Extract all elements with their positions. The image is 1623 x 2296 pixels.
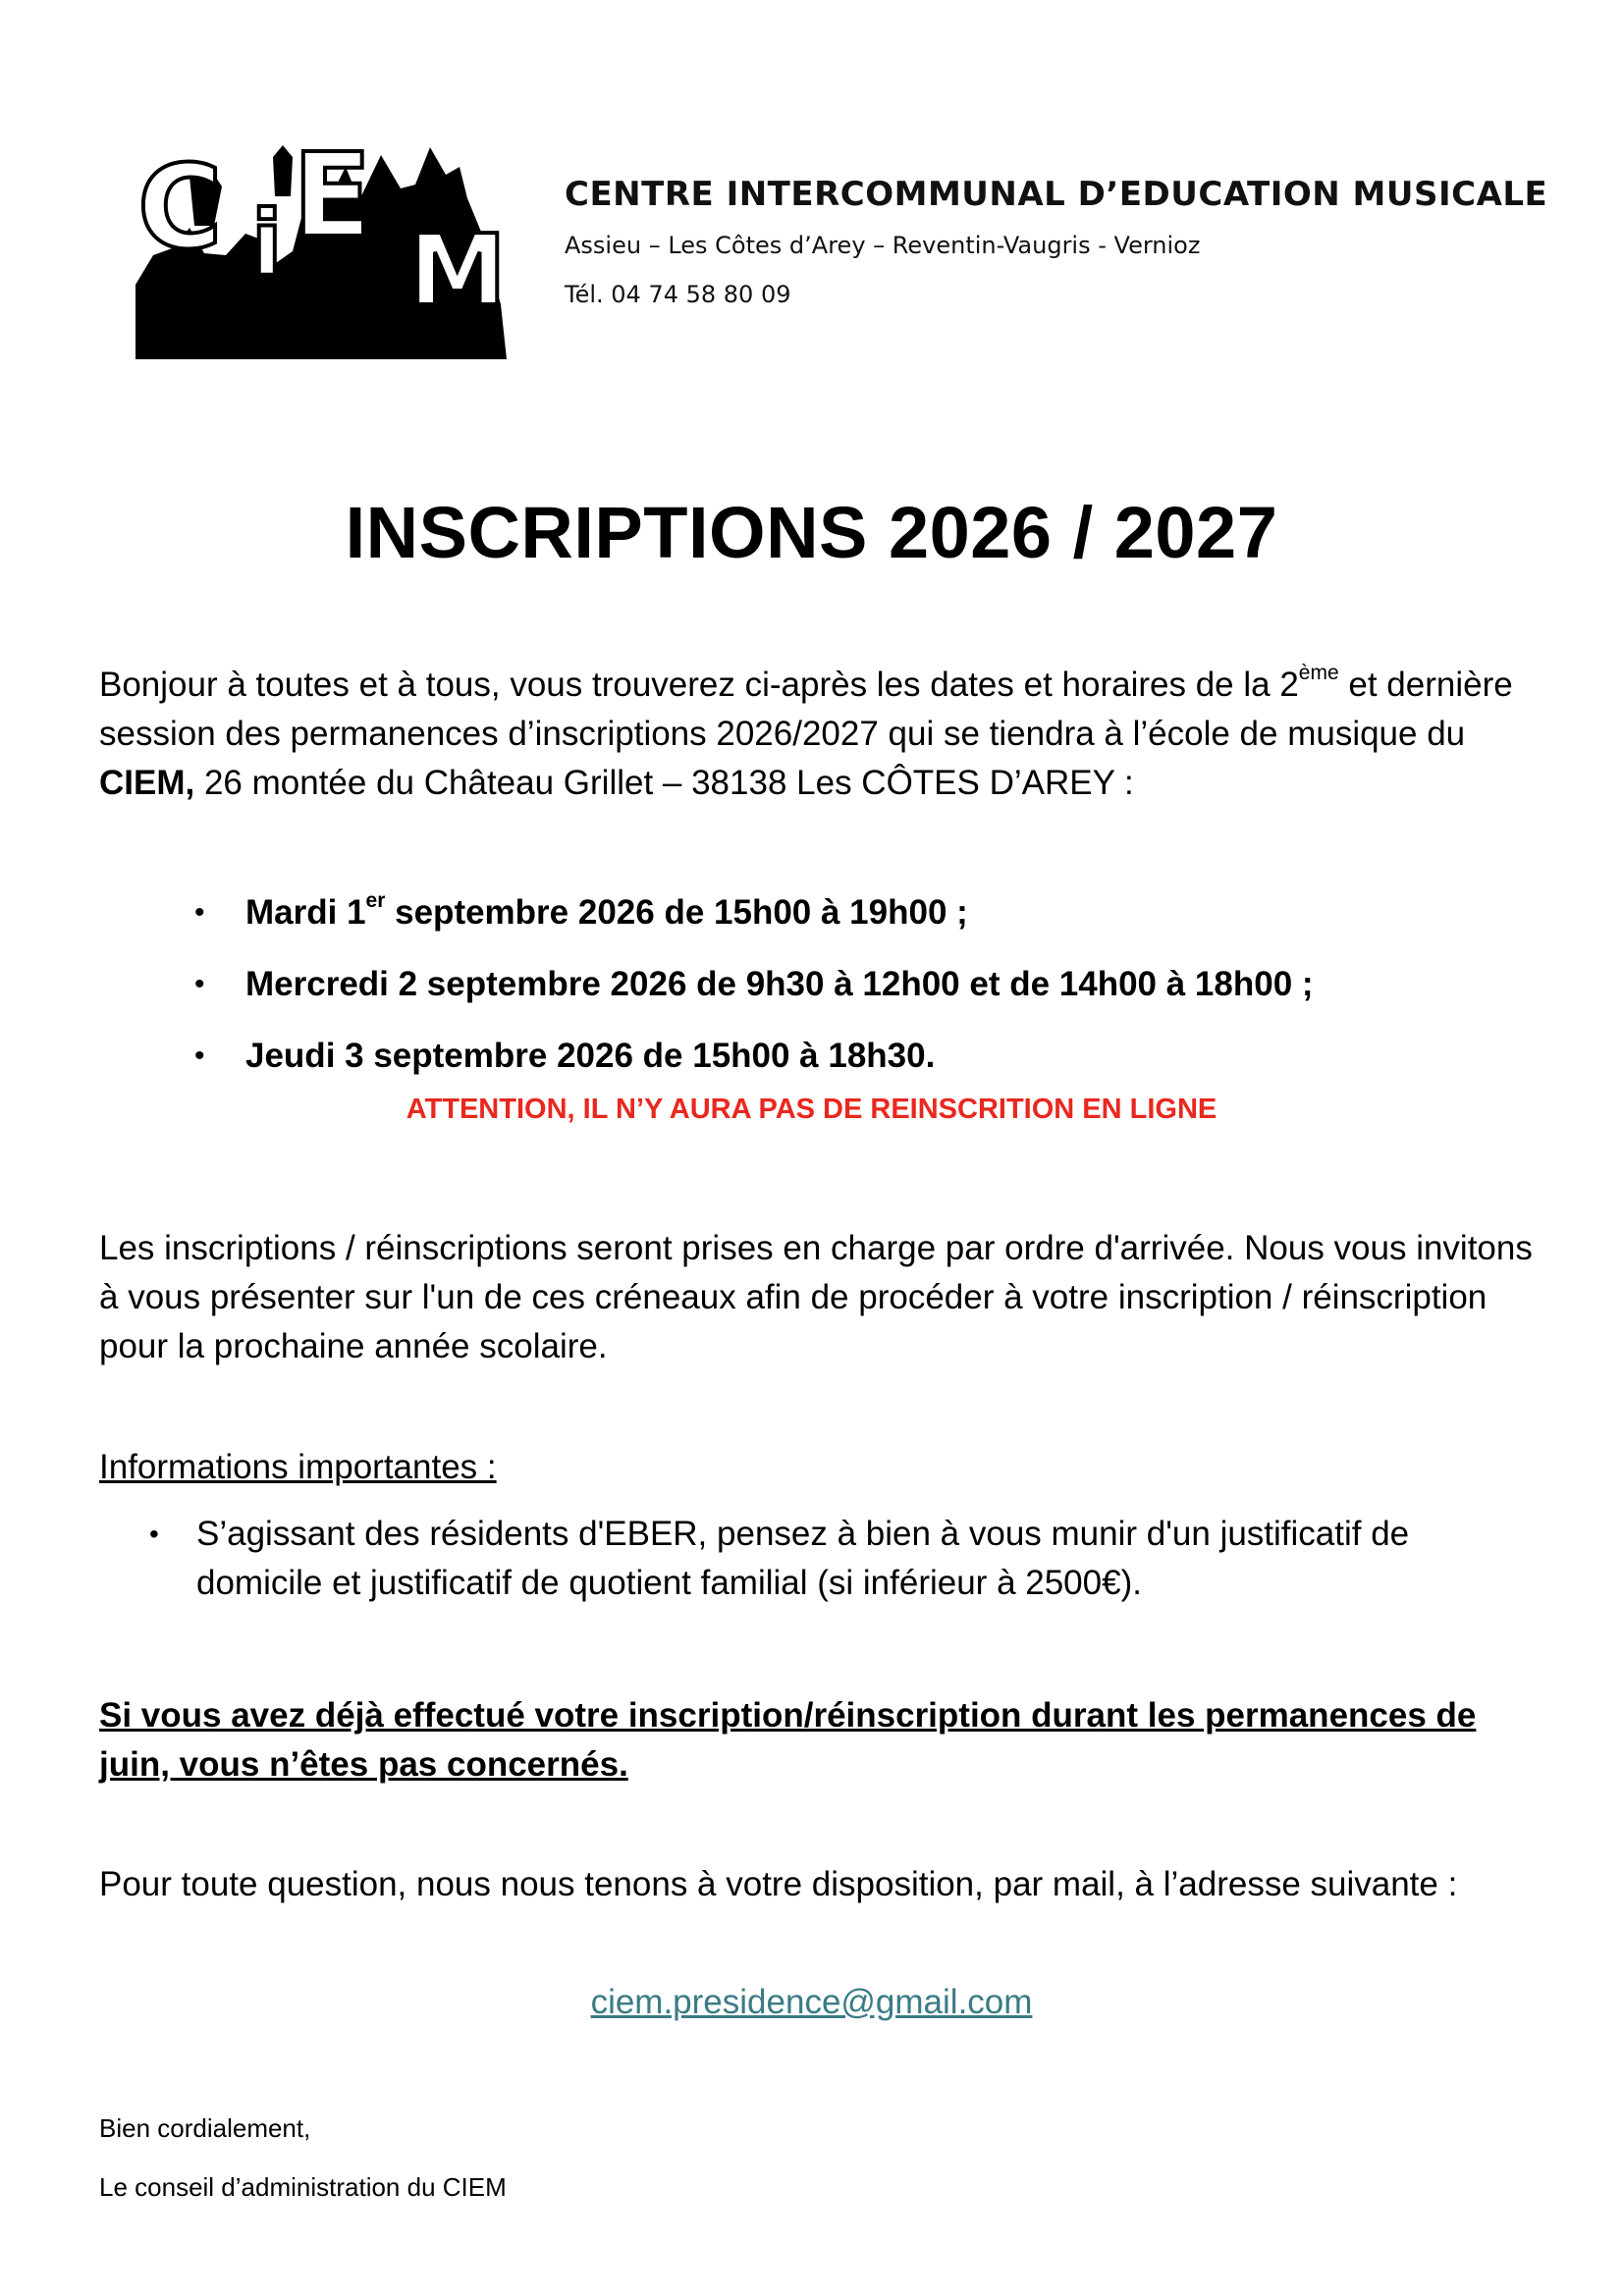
date-text: Mercredi 2 septembre 2026 de 9h30 à 12h00 et de 14h00 à 18h00 ;: [245, 965, 1314, 1003]
intro-bold-ciem: CIEM,: [99, 764, 195, 802]
bullet-icon: •: [194, 1040, 205, 1072]
svg-text:M: M: [408, 213, 507, 328]
closing-greeting: Bien cordialement,: [99, 2113, 311, 2143]
date-text: Jeudi 3 septembre 2026 de 15h00 à 18h30.: [245, 1037, 936, 1075]
list-item: [147, 1510, 1522, 1608]
date-superscript: er: [365, 889, 386, 912]
important-info-list: [147, 1510, 1522, 1608]
date-text: Mardi 1: [245, 893, 366, 932]
organization-name: CENTRE INTERCOMMUNAL D’EDUCATION MUSICALE: [565, 175, 1548, 214]
page-title: INSCRIPTIONS 2026 / 2027: [345, 492, 1278, 573]
session-dates-list: [187, 877, 1314, 1092]
intro-paragraph: [99, 661, 1533, 808]
organization-phone: Tél. 04 74 58 80 09: [565, 281, 791, 308]
list-item: [187, 877, 1314, 948]
list-item: [187, 948, 1314, 1020]
info-heading: Informations importantes :: [99, 1448, 497, 1486]
registration-info-paragraph: Les inscriptions / réinscriptions seront prises en charge par ordre d'arrivée. Nous vous invitons à vous présenter sur l'un de ces créneaux afin de procéder à votre inscription / réinscription pour la prochaine année scolaire.: [99, 1229, 1533, 1365]
attention-warning: ATTENTION, IL N’Y AURA PAS DE REINSCRITION EN LIGNE: [406, 1094, 1217, 1125]
ciem-logo: [135, 137, 538, 359]
bullet-icon: •: [194, 896, 205, 929]
intro-text-1: Bonjour à toutes et à tous, vous trouverez ci-après les dates et horaires de la 2: [99, 666, 1299, 704]
intro-superscript: ème: [1298, 662, 1339, 684]
list-item: [187, 1020, 1314, 1092]
intro-text-2: et dernière session des permanences d’inscriptions 2026/2027 qui se tiendra à l’école de musique du: [99, 666, 1513, 753]
contact-paragraph: Pour toute question, nous nous tenons à votre disposition, par mail, à l’adresse suivante :: [99, 1865, 1458, 1903]
svg-text:i: i: [251, 191, 283, 296]
info-item-text: S’agissant des résidents d'EBER, pensez à bien à vous munir d'un justificatif de domicile et justificatif de quotient familial (si inférieur à 2500€).: [196, 1515, 1410, 1602]
organization-info: [565, 175, 1547, 308]
email-link[interactable]: ciem.presidence@gmail.com: [590, 1983, 1033, 2021]
svg-text:E: E: [293, 137, 372, 263]
bullet-icon: •: [194, 968, 205, 1000]
june-note: Si vous avez déjà effectué votre inscription/réinscription durant les permanences de juin, vous n’êtes pas concernés.: [99, 1696, 1477, 1784]
bullet-icon: •: [149, 1519, 159, 1549]
intro-text-3: 26 montée du Château Grillet – 38138 Les CÔTES D’AREY :: [194, 764, 1134, 802]
organization-towns: Assieu – Les Côtes d’Arey – Reventin-Vaugris - Vernioz: [565, 232, 1201, 259]
date-text-end: septembre 2026 de 15h00 à 19h00 ;: [385, 893, 968, 932]
signature: Le conseil d’administration du CIEM: [99, 2172, 507, 2202]
svg-text:C: C: [137, 139, 223, 275]
